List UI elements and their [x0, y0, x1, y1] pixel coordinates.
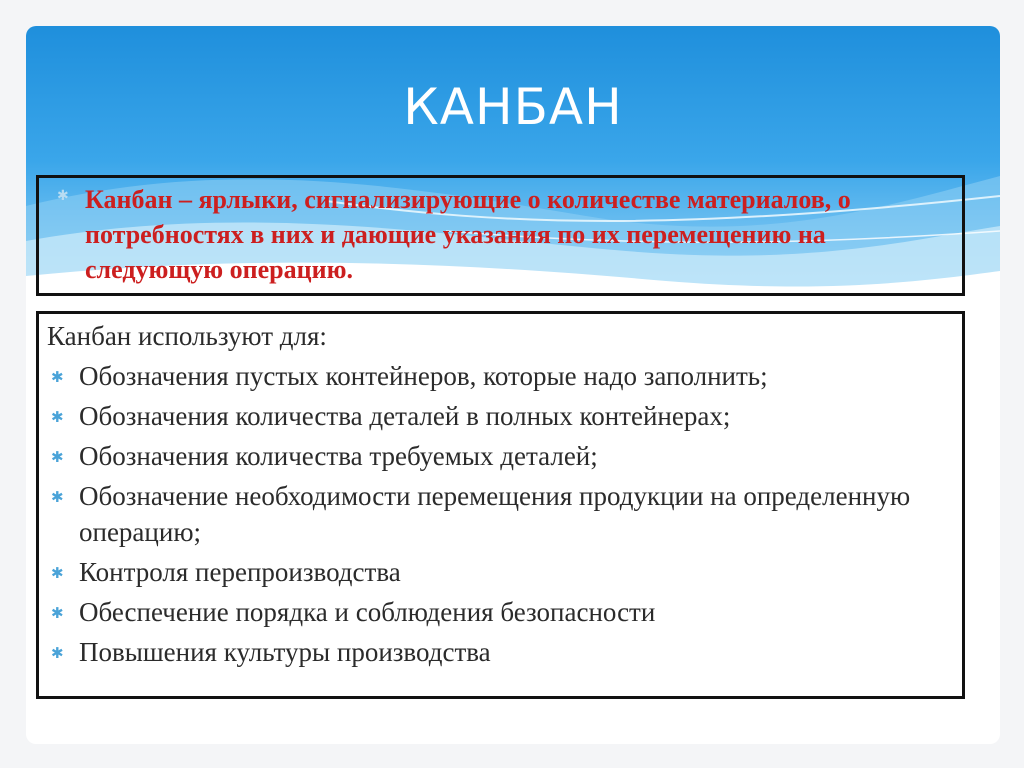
asterisk-bullet-icon: ✱: [51, 564, 64, 582]
list-item: [39, 554, 962, 590]
list-item-text: Повышения культуры производства: [79, 637, 491, 667]
slide: [26, 26, 1000, 744]
list-item: [39, 594, 962, 630]
list-item: [39, 634, 962, 670]
definition-box: [36, 175, 965, 296]
asterisk-bullet-icon: ✱: [57, 188, 69, 204]
asterisk-bullet-icon: ✱: [51, 448, 64, 466]
uses-box: [36, 311, 965, 699]
list-item-text: Обеспечение порядка и соблюдения безопасности: [79, 597, 656, 627]
definition-text: Канбан – ярлыки, сигнализирующие о количестве материалов, о потребностях в них и дающие указания по их перемещению на следующую операцию.: [85, 185, 851, 284]
uses-intro: Канбан используют для:: [47, 321, 327, 351]
list-item: [39, 478, 962, 550]
asterisk-bullet-icon: ✱: [51, 644, 64, 662]
asterisk-bullet-icon: ✱: [51, 604, 64, 622]
list-item-text: Обозначения количества деталей в полных контейнерах;: [79, 401, 731, 431]
asterisk-bullet-icon: ✱: [51, 488, 64, 506]
list-item-text: Обозначение необходимости перемещения продукции на определенную операцию;: [79, 481, 911, 547]
uses-list: [39, 358, 962, 674]
asterisk-bullet-icon: ✱: [51, 408, 64, 426]
list-item-text: Обозначения пустых контейнеров, которые надо заполнить;: [79, 361, 768, 391]
list-item: [39, 358, 962, 394]
asterisk-bullet-icon: ✱: [51, 368, 64, 386]
list-item-text: Обозначения количества требуемых деталей;: [79, 441, 598, 471]
list-item: [39, 438, 962, 474]
list-item: [39, 398, 962, 434]
list-item-text: Контроля перепроизводства: [79, 557, 401, 587]
slide-title: КАНБАН: [403, 78, 623, 136]
